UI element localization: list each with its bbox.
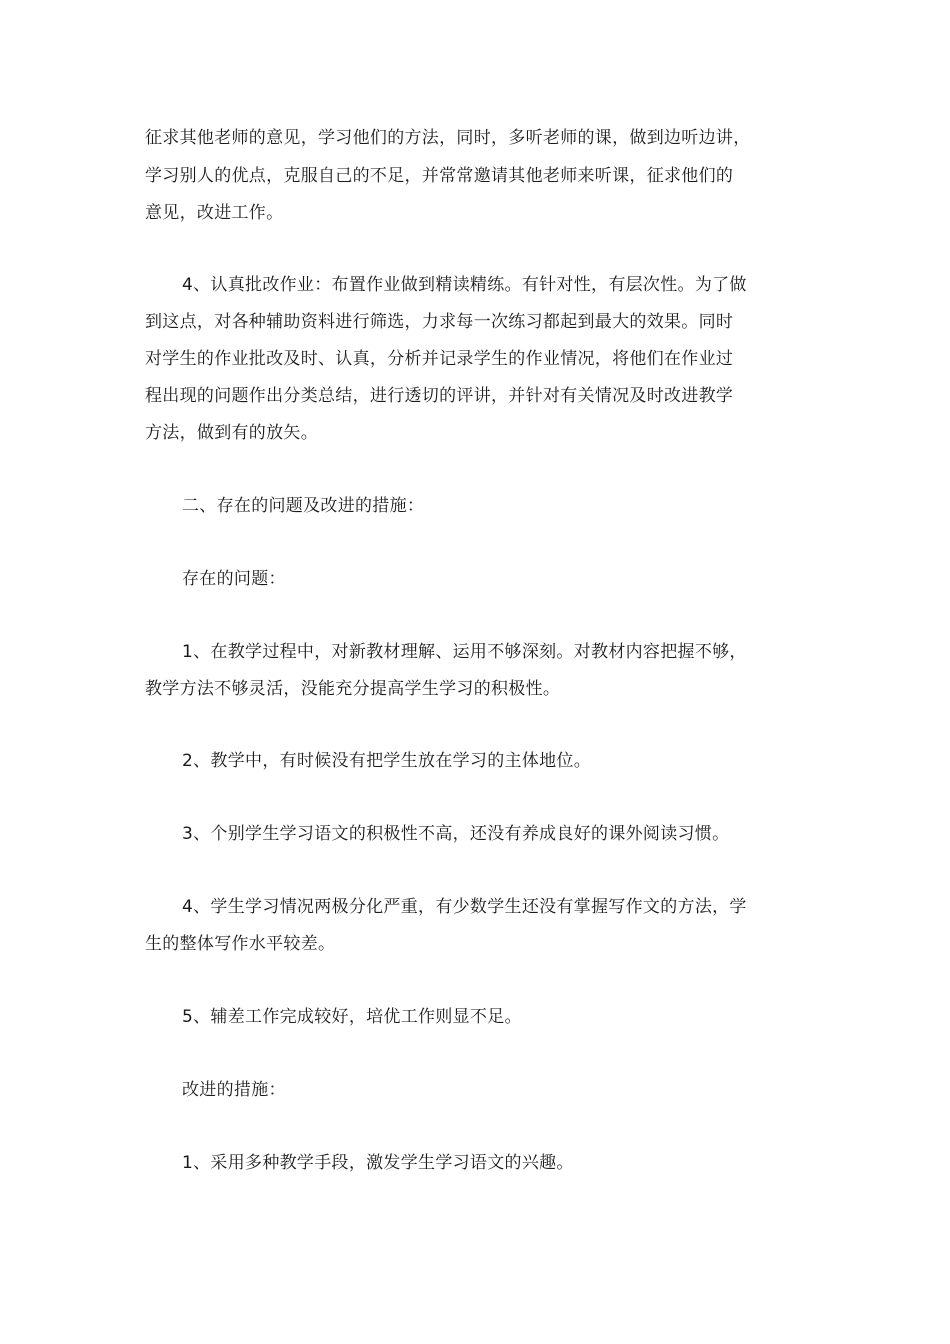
measure1: 1、采用多种教学手段，激发学生学习语文的兴趣。 [182, 1153, 574, 1173]
para-item4-line-3: 对学生的作业批改及时、认真，分析并记录学生的作业情况，将他们在作业过 [145, 349, 734, 369]
problem2: 2、教学中，有时候没有把学生放在学习的主体地位。 [182, 751, 592, 771]
para-intro-line-3: 意见，改进工作。 [145, 203, 284, 223]
para-item4-line-1: 4、认真批改作业：布置作业做到精读精练。有针对性，有层次性。为了做 [182, 275, 747, 295]
problem4-line-2: 生的整体写作水平较差。 [145, 934, 336, 954]
para-item4-line-4: 程出现的问题作出分类总结，进行透切的评讲，并针对有关情况及时改进教学 [145, 386, 734, 406]
problem4-line-1: 4、学生学习情况两极分化严重，有少数学生还没有掌握写作文的方法，学 [182, 897, 747, 917]
problems-heading: 存在的问题： [182, 569, 286, 589]
problem3: 3、个别学生学习语文的积极性不高，还没有养成良好的课外阅读习惯。 [182, 824, 730, 844]
problem1-line-1: 1、在教学过程中，对新教材理解、运用不够深刻。对教材内容把握不够， [182, 642, 747, 662]
section2-heading: 二、存在的问题及改进的措施： [182, 496, 425, 516]
para-item4-line-5: 方法，做到有的放矢。 [145, 423, 318, 443]
problem1-line-2: 教学方法不够灵活，没能充分提高学生学习的积极性。 [145, 679, 561, 699]
measures-heading: 改进的措施： [182, 1080, 286, 1100]
para-item4-line-2: 到这点，对各种辅助资料进行筛选，力求每一次练习都起到最大的效果。同时 [145, 312, 734, 332]
problem5: 5、辅差工作完成较好，培优工作则显不足。 [182, 1007, 522, 1027]
para-intro-line-1: 征求其他老师的意见，学习他们的方法，同时，多听老师的课，做到边听边讲， [145, 128, 751, 148]
para-intro-line-2: 学习别人的优点，克服自己的不足，并常常邀请其他老师来听课，征求他们的 [145, 166, 734, 186]
